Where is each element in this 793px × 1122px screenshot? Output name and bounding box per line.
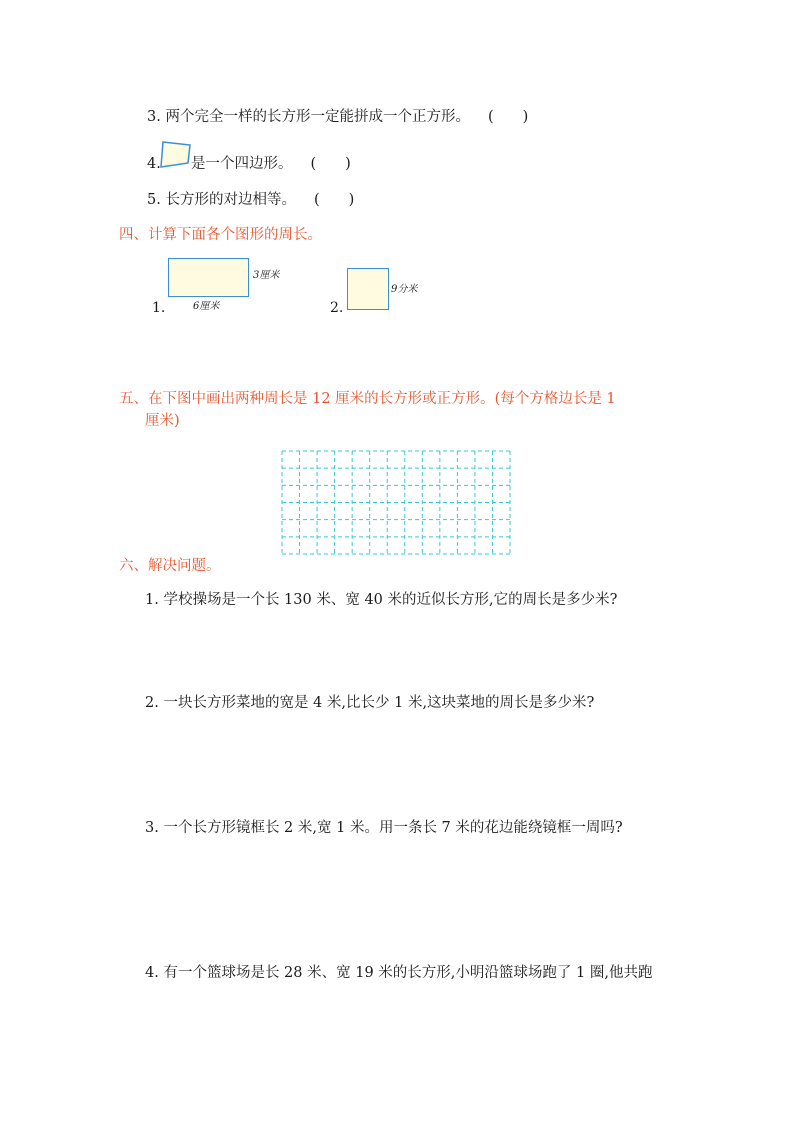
problem-3: 3. 一个长方形镜框长 2 米,宽 1 米。用一条长 7 米的花边能绕镜框一周吗? (145, 820, 623, 836)
figure2-number: 2. (330, 300, 344, 316)
problem-4: 4. 有一个篮球场是长 28 米、宽 19 米的长方形,小明沿篮球场跑了 1 圈,他共跑 (145, 965, 653, 981)
section5-title-line2: 厘米) (145, 413, 180, 429)
judgement-q4-body (191, 154, 351, 174)
rectangle-figure-1 (168, 258, 249, 297)
judgement-q4-prefix: 4. (147, 156, 161, 172)
judgement-q3 (147, 107, 528, 127)
figure1-height-label: 3厘米 (253, 270, 280, 281)
problem-2: 2. 一块长方形菜地的宽是 4 米,比长少 1 米,这块菜地的周长是多少米? (145, 695, 595, 711)
problem-1: 1. 学校操场是一个长 130 米、宽 40 米的近似长方形,它的周长是多少米? (145, 592, 618, 608)
figure1-number: 1. (152, 300, 166, 316)
answer-paren[interactable]: ( ) (487, 109, 529, 125)
section5-title-line1: 五、在下图中画出两种周长是 12 厘米的长方形或正方形。(每个方格边长是 1 (119, 391, 616, 407)
drawing-grid[interactable] (281, 450, 511, 555)
square-figure-2 (347, 268, 389, 310)
figure1-width-label: 6厘米 (193, 301, 220, 312)
judgement-q4-text: 是一个四边形。 (191, 156, 293, 172)
answer-paren[interactable]: ( ) (310, 156, 351, 172)
grid-lines (281, 450, 511, 555)
answer-paren[interactable]: ( ) (313, 192, 355, 208)
trapezoid-quadrilateral-figure (159, 139, 193, 169)
judgement-q5 (147, 190, 354, 210)
section6-title: 六、解决问题。 (119, 558, 221, 574)
section4-title: 四、计算下面各个图形的周长。 (119, 227, 322, 243)
figure2-side-label: 9分米 (391, 284, 418, 295)
judgement-q3-text: 3. 两个完全一样的长方形一定能拼成一个正方形。 (147, 109, 470, 125)
judgement-q5-text: 5. 长方形的对边相等。 (147, 192, 296, 208)
